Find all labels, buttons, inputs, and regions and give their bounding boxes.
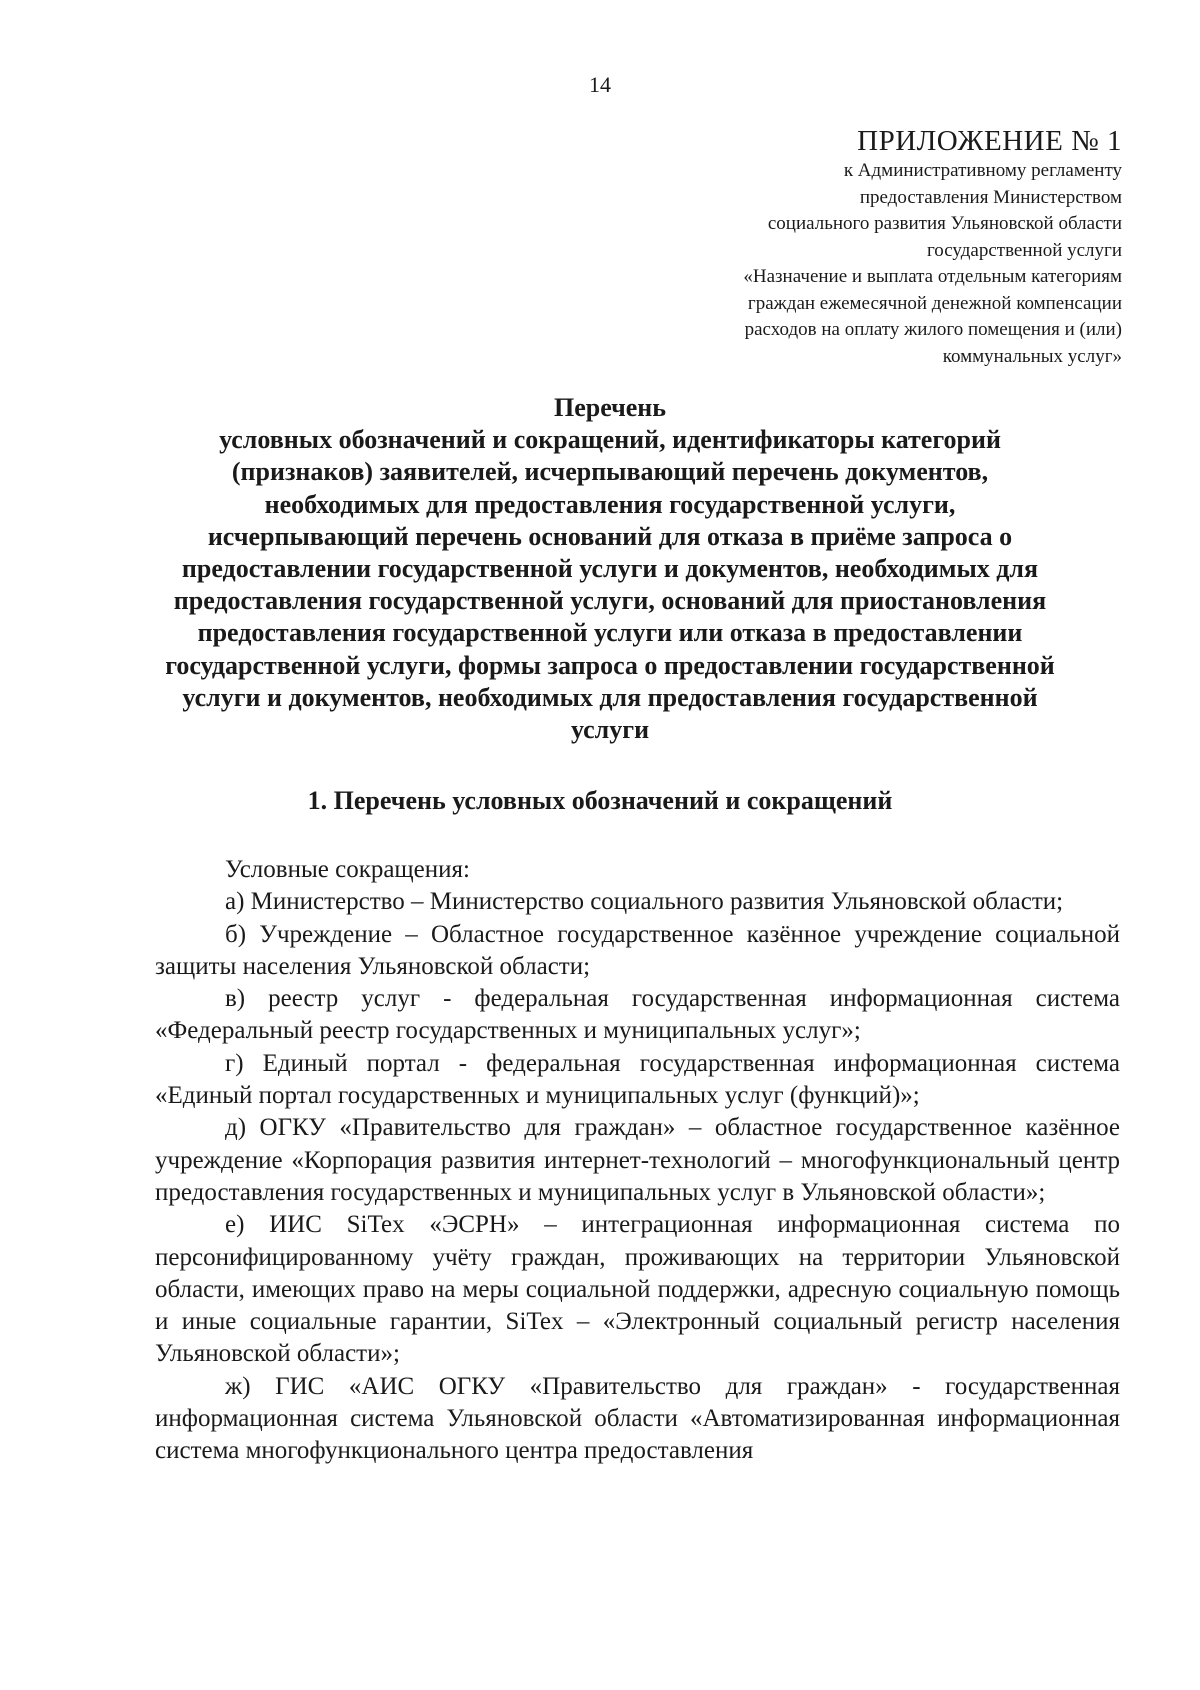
title-line: услуги и документов, необходимых для предоставления государственной [182,682,1038,712]
abbreviation-item: г) Единый портал - федеральная государственная информационная система «Единый портал государственных и муниципальных услуг (функций)»; [155,1049,1120,1110]
title-line: Перечень [553,393,667,422]
title-line: услуги [570,715,650,745]
title-line: условных обозначений и сокращений, идентификаторы категорий [219,425,1001,455]
section-heading: 1. Перечень условных обозначений и сокращений [307,786,893,815]
title-line: (признаков) заявителей, исчерпывающий перечень документов, [231,457,989,487]
abbreviation-item: д) ОГКУ «Правительство для граждан» – областное государственное казённое учреждение «Корпорация развития интернет-технологий – многофункциональный центр предоставления государственных и муниципальных услуг в Ульяновской области»; [155,1114,1120,1206]
appendix-line: расходов на оплату жилого помещения и (или) [744,319,1122,340]
appendix-line: к Административному регламенту [843,160,1122,181]
title-line: предоставления государственной услуги или отказа в предоставлении [197,618,1023,648]
title-line: предоставления государственной услуги, оснований для приостановления [173,586,1047,616]
section-body [155,854,1120,1468]
abbreviation-item: ж) ГИС «АИС ОГКУ «Правительство для граждан» - государственная информационная система Ульяновской области «Автоматизированная информационная система многофункционального центра предоставления [155,1372,1120,1465]
document-title [120,392,1100,746]
appendix-line: предоставления Министерством [859,186,1122,208]
page-number: 14 [589,72,611,97]
appendix-title: ПРИЛОЖЕНИЕ № 1 [857,125,1122,157]
abbreviations-intro: Условные сокращения: [225,856,470,883]
abbreviation-item: б) Учреждение – Областное государственное казённое учреждение социальной защиты населения Ульяновской области; [155,920,1120,980]
appendix-line: коммунальных услуг» [942,345,1122,367]
title-line: государственной услуги, формы запроса о предоставлении государственной [165,650,1055,680]
abbreviation-item: е) ИИС SiTex «ЭСРН» – интеграционная информационная система по персонифицированному учёту граждан, проживающих на территории Ульяновской области, имеющих право на меры социальной поддержки, адресную социальную помощь и иные социальные гарантии, SiTex – «Электронный социальный регистр населения Ульяновской области»; [155,1211,1120,1368]
appendix-line: государственной услуги [926,239,1122,261]
appendix-line: граждан ежемесячной денежной компенсации [747,292,1122,314]
abbreviation-item: в) реестр услуг - федеральная государственная информационная система «Федеральный реестр государственных и муниципальных услуг»; [155,985,1120,1045]
abbreviation-item: а) Министерство – Министерство социального развития Ульяновской области; [225,888,1064,916]
title-line: предоставлении государственной услуги и документов, необходимых для [181,554,1039,584]
appendix-block [562,124,1122,370]
title-line: исчерпывающий перечень оснований для отказа в приёме запроса о [207,521,1013,551]
title-line: необходимых для предоставления государственной услуги, [264,489,956,519]
appendix-line: социального развития Ульяновской области [767,213,1122,234]
appendix-line: «Назначение и выплата отдельным категориям [743,266,1122,287]
